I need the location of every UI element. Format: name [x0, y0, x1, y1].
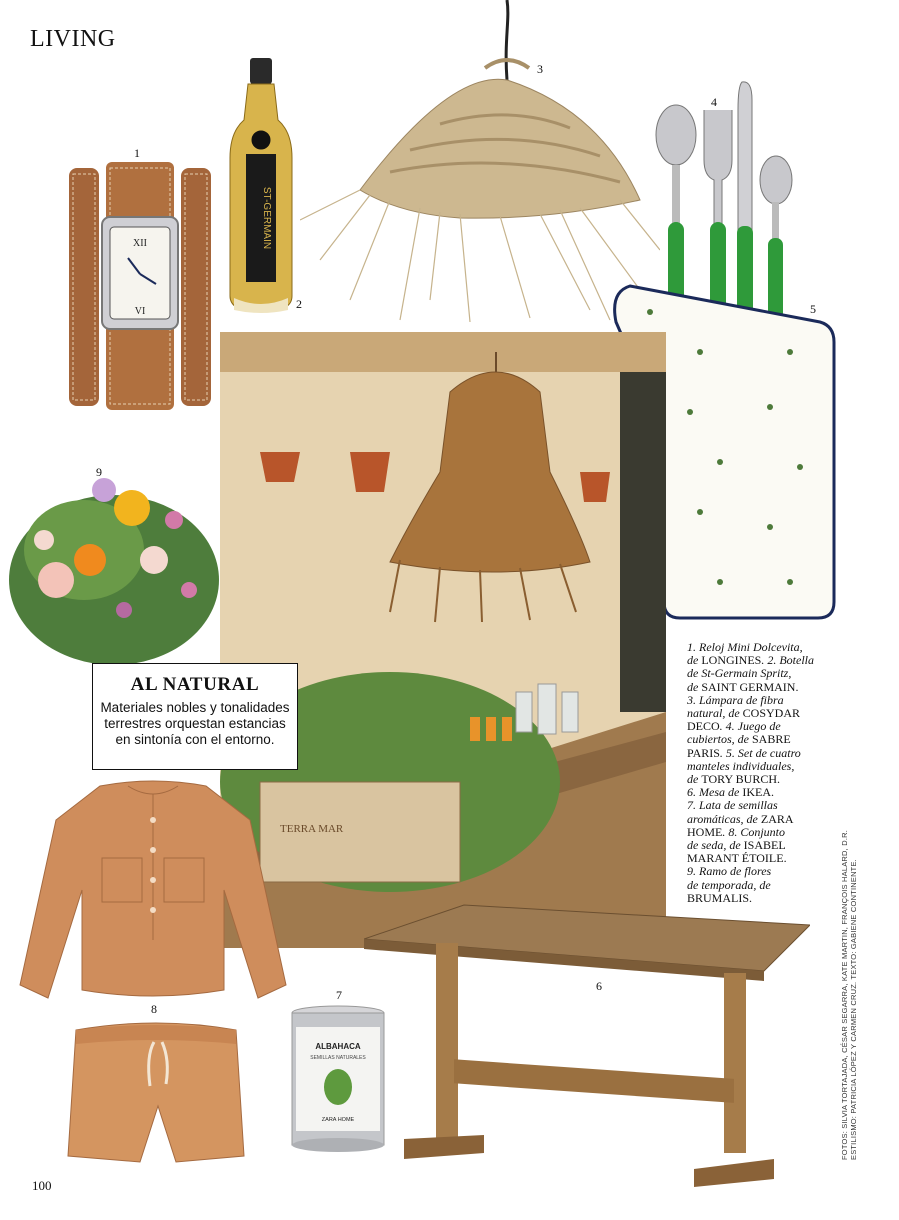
- item-number-4: 4: [711, 95, 717, 109]
- can-subtitle: SEMILLAS NATURALES: [310, 1055, 366, 1061]
- product-legend: [687, 641, 817, 905]
- feature-title: AL NATURAL: [130, 674, 260, 695]
- legend-line: .: [771, 785, 774, 800]
- legend-line: de temporada, de: [687, 877, 771, 892]
- photo-credits: [840, 830, 858, 1160]
- legend-line: .: [749, 890, 753, 905]
- item-number-5: 5: [810, 302, 816, 316]
- can-title: ALBAHACA: [315, 1042, 361, 1051]
- legend-line: 3. Lámpara de fibra: [687, 692, 784, 707]
- legend-brand: IKEA: [742, 785, 771, 800]
- item-number-7: 7: [336, 988, 342, 1002]
- legend-brand: ZARA: [760, 811, 794, 826]
- legend-line: .: [795, 679, 799, 694]
- item-number-8: 8: [151, 1002, 157, 1016]
- legend-line: de: [687, 772, 702, 787]
- crate-label: TERRA MAR: [280, 823, 344, 835]
- legend-line: cubiertos, de: [687, 732, 752, 747]
- legend-brand: SAINT GERMAIN: [701, 679, 796, 694]
- legend-line: .: [783, 851, 787, 866]
- legend-brand: LONGINES: [701, 653, 762, 668]
- can-brand: ZARA HOME: [321, 1117, 355, 1123]
- legend-line: . 4. Juego de: [719, 719, 781, 734]
- item-number-2: 2: [296, 297, 302, 311]
- legend-brand: HOME: [687, 824, 723, 839]
- legend-brand: TORY BURCH: [701, 772, 778, 787]
- legend-line: de: [687, 679, 702, 694]
- bottle-image: [228, 58, 294, 314]
- legend-brand: PARIS: [687, 745, 720, 760]
- svg-text:VI: VI: [134, 306, 146, 317]
- legend-line: 6. Mesa de: [687, 785, 743, 800]
- bouquet-image: [4, 430, 226, 670]
- legend-line: de: [687, 653, 702, 668]
- watch-image: [66, 162, 214, 410]
- section-title: LIVING: [30, 26, 116, 52]
- straw-lamp-image: [300, 0, 660, 330]
- item-number-9: 9: [96, 465, 102, 479]
- legend-brand: COSYDAR: [742, 706, 801, 721]
- feature-text: Materiales nobles y tonalidades terrestres orquestan estancias en sintonía con el entorno.: [100, 700, 290, 747]
- credits-line-1: FOTOS: SILVIA TORTAJADA, CÉSAR SEGARRA, KATE MARTIN, FRANÇOIS HALARD, D.R.: [840, 829, 849, 1160]
- item-number-1: 1: [134, 146, 140, 160]
- wooden-table-image: [364, 903, 810, 1187]
- legend-line: 7. Lata de semillas: [687, 798, 778, 813]
- legend-brand: DECO: [687, 719, 720, 734]
- legend-line: de St-Germain Spritz,: [687, 666, 792, 681]
- legend-line: 9. Ramo de flores: [687, 864, 772, 879]
- legend-line: . 8. Conjunto: [722, 824, 786, 839]
- legend-line: .: [777, 772, 781, 787]
- credits-line-2: ESTILISMO: PATRICIA LÓPEZ Y CARMEN CRUZ. TEXTO: GABIENE CONTINENTE.: [849, 859, 858, 1160]
- legend-line: natural, de: [687, 706, 743, 721]
- page-number: 100: [32, 1178, 52, 1193]
- legend-line: . 2. Botella: [761, 653, 814, 668]
- legend-brand: MARANT ÉTOILE: [687, 851, 784, 866]
- legend-line: . 5. Set de cuatro: [719, 745, 801, 760]
- legend-line: de seda, de: [687, 838, 744, 853]
- legend-brand: SABRE: [752, 732, 791, 747]
- legend-line: 1. Reloj Mini Dolcevita,: [687, 640, 803, 654]
- item-number-3: 3: [537, 62, 543, 76]
- legend-brand: BRUMALIS: [687, 890, 750, 905]
- svg-text:XII: XII: [133, 238, 147, 249]
- feature-box: [92, 663, 298, 770]
- shorts-image: [66, 1016, 246, 1166]
- legend-line: manteles individuales,: [687, 758, 795, 773]
- shirt-image: [18, 780, 288, 1002]
- item-number-6: 6: [596, 979, 602, 993]
- legend-line: aromáticas, de: [687, 811, 761, 826]
- legend-brand: ISABEL: [743, 838, 786, 853]
- bottle-label: ST-GERMAIN: [261, 186, 272, 250]
